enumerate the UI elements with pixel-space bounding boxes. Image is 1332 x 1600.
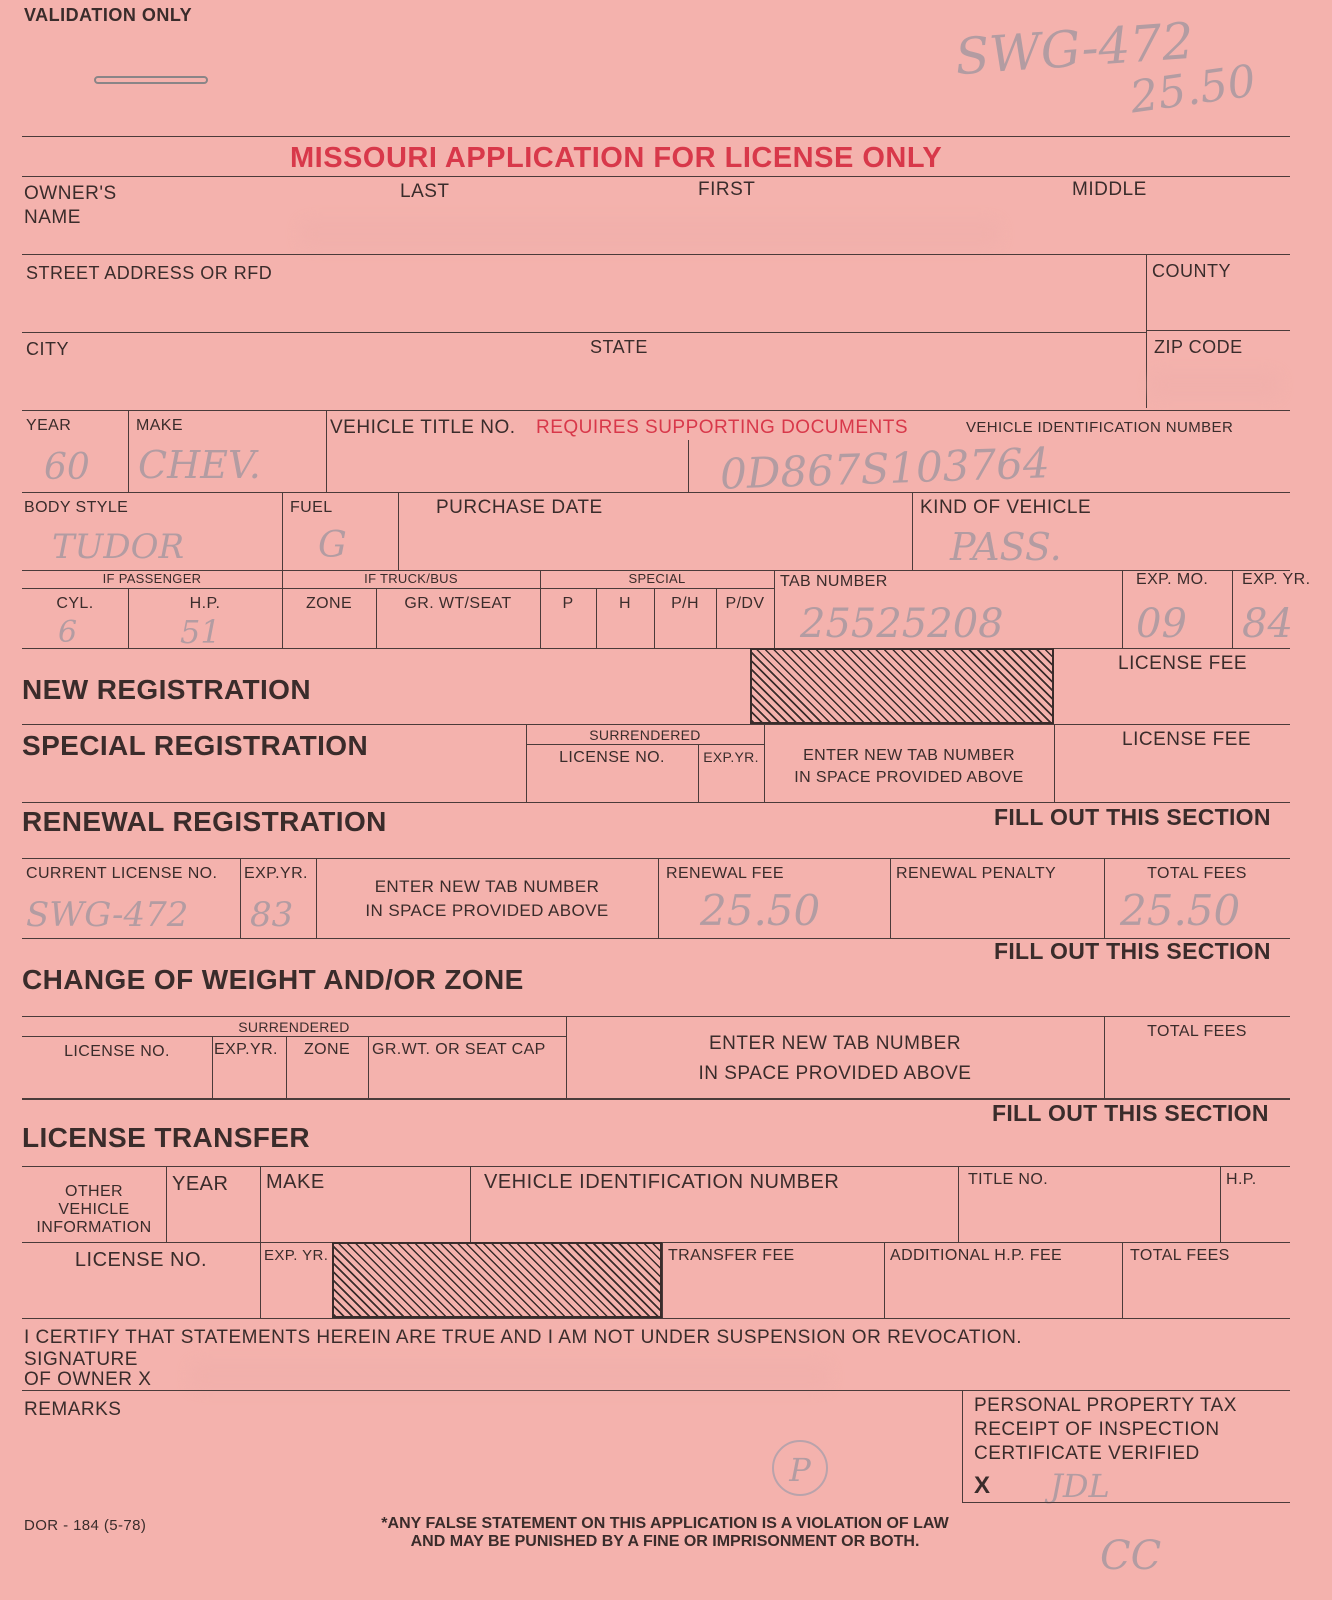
if-passenger-label: IF PASSENGER (102, 571, 202, 586)
personal-property-tax-line2: RECEIPT OF INSPECTION (974, 1419, 1220, 1440)
h-label: H (619, 595, 631, 612)
divider (958, 1166, 959, 1242)
divider (22, 254, 1290, 255)
divider (166, 1166, 167, 1242)
change-fill-out-label: FILL OUT THIS SECTION (994, 938, 1271, 964)
hatched-area (332, 1242, 662, 1318)
change-gr-wt-label: GR.WT. OR SEAT CAP (372, 1041, 546, 1058)
change-enter-tab-line2: IN SPACE PROVIDED ABOVE (698, 1063, 972, 1084)
divider (22, 588, 774, 589)
exp-yr-label: EXP. YR. (1242, 571, 1311, 588)
redaction (1150, 372, 1280, 398)
divider (1232, 570, 1233, 648)
handwritten-tab-number: 25525208 (800, 601, 1004, 647)
divider (1122, 570, 1123, 648)
special-registration-title: SPECIAL REGISTRATION (22, 730, 369, 761)
pdv-label: P/DV (725, 595, 765, 612)
divider (282, 492, 283, 570)
special-label: SPECIAL (628, 571, 686, 586)
renewal-fee-label: RENEWAL FEE (666, 865, 784, 882)
renewal-exp-yr-label: EXP.YR. (244, 865, 308, 882)
signature-label-1: SIGNATURE (24, 1349, 138, 1370)
gr-wt-seat-label: GR. WT/SEAT (404, 595, 512, 612)
handwritten-circled-p: P (772, 1440, 828, 1496)
if-truck-bus-label: IF TRUCK/BUS (364, 571, 458, 586)
handwritten-year: 60 (44, 447, 90, 488)
divider (662, 1242, 663, 1318)
vin-label: VEHICLE IDENTIFICATION NUMBER (966, 419, 1234, 436)
city-label: CITY (26, 339, 70, 359)
street-address-label: STREET ADDRESS OR RFD (26, 263, 273, 283)
make-label: MAKE (136, 417, 183, 434)
handwritten-hp: 51 (180, 613, 221, 651)
change-exp-yr-label: EXP.YR. (214, 1041, 278, 1058)
hp-label: H.P. (189, 595, 221, 612)
divider (470, 1166, 471, 1242)
special-exp-yr-label: EXP.YR. (703, 749, 759, 765)
divider (326, 410, 327, 492)
transfer-exp-yr-label: EXP. YR. (264, 1247, 329, 1264)
hatched-area (750, 648, 1054, 724)
divider (22, 410, 1290, 411)
special-license-no-label: LICENSE NO. (559, 749, 665, 766)
last-name-label: LAST (400, 181, 450, 202)
purchase-date-label: PURCHASE DATE (436, 497, 603, 518)
divider (212, 1036, 213, 1098)
current-license-no-label: CURRENT LICENSE NO. (26, 865, 218, 882)
transfer-fee-label: TRANSFER FEE (668, 1247, 795, 1264)
handwritten-exp-mo: 09 (1136, 601, 1187, 647)
special-surrendered-label: SURRENDERED (589, 727, 701, 743)
special-enter-tab-line1: ENTER NEW TAB NUMBER (803, 747, 1015, 764)
owner-name-label: OWNER'S (24, 183, 117, 204)
divider (22, 1318, 1290, 1319)
handwritten-current-license: SWG-472 (26, 895, 189, 935)
other-vehicle-info-line2: VEHICLE (58, 1201, 130, 1218)
divider (566, 1016, 567, 1098)
renewal-fill-out-label: FILL OUT THIS SECTION (994, 804, 1271, 830)
personal-property-tax-line3: CERTIFICATE VERIFIED (974, 1443, 1200, 1464)
renewal-enter-tab-line1: ENTER NEW TAB NUMBER (374, 877, 600, 896)
divider (1146, 330, 1290, 331)
divider (398, 492, 399, 570)
divider (22, 648, 1290, 649)
divider (22, 724, 1290, 725)
divider (22, 492, 1290, 493)
divider (22, 176, 1290, 177)
form-number: DOR - 184 (5-78) (24, 1517, 147, 1534)
divider (22, 802, 1290, 803)
handwritten-renewal-exp: 83 (250, 895, 294, 935)
renewal-total-fees-label: TOTAL FEES (1147, 865, 1247, 882)
zip-code-label: ZIP CODE (1154, 337, 1243, 357)
year-label: YEAR (26, 417, 72, 434)
first-name-label: FIRST (698, 179, 756, 200)
false-statement-warning-line2: AND MAY BE PUNISHED BY A FINE OR IMPRISONMENT OR BOTH. (410, 1533, 920, 1550)
special-license-fee-label: LICENSE FEE (1122, 729, 1252, 750)
transfer-year-label: YEAR (172, 1173, 229, 1195)
divider (912, 492, 913, 570)
middle-name-label: MIDDLE (1072, 179, 1147, 200)
state-label: STATE (590, 337, 648, 357)
transfer-vin-label: VEHICLE IDENTIFICATION NUMBER (484, 1171, 840, 1193)
verification-x-mark: X (974, 1472, 991, 1499)
change-total-fees-label: TOTAL FEES (1147, 1023, 1247, 1040)
handwritten-amount: 25.50 (1126, 55, 1259, 124)
divider (688, 440, 689, 492)
change-surrendered-label: SURRENDERED (238, 1019, 350, 1035)
certification-statement: I CERTIFY THAT STATEMENTS HEREIN ARE TRUE AND I AM NOT UNDER SUSPENSION OR REVOCATION. (24, 1327, 1023, 1348)
county-label: COUNTY (1152, 261, 1231, 281)
divider (128, 410, 129, 492)
transfer-make-label: MAKE (266, 1171, 325, 1193)
handwritten-cyl: 6 (58, 615, 78, 650)
transfer-hp-label: H.P. (1226, 1171, 1257, 1188)
divider (22, 1036, 566, 1037)
handwritten-vin: 0D867S103764 (719, 438, 1051, 499)
remarks-label: REMARKS (24, 1399, 122, 1420)
handwritten-body-style: TUDOR (52, 527, 185, 567)
divider (316, 858, 317, 938)
handwritten-make: CHEV. (138, 443, 261, 487)
divider (1146, 254, 1147, 408)
renewal-enter-tab-line2: IN SPACE PROVIDED ABOVE (365, 901, 609, 920)
handwritten-fuel: G (318, 525, 347, 566)
body-style-label: BODY STYLE (24, 499, 129, 516)
divider (658, 858, 659, 938)
change-enter-tab-line1: ENTER NEW TAB NUMBER (708, 1033, 962, 1054)
transfer-title-no-label: TITLE NO. (968, 1171, 1049, 1188)
fuel-label: FUEL (290, 499, 333, 516)
change-license-no-label: LICENSE NO. (64, 1043, 170, 1060)
new-registration-title: NEW REGISTRATION (22, 674, 311, 705)
divider (526, 744, 764, 745)
change-zone-label: ZONE (303, 1041, 351, 1058)
handwritten-renewal-fee: 25.50 (700, 886, 821, 935)
divider (22, 1166, 1290, 1167)
exp-mo-label: EXP. MO. (1136, 571, 1209, 588)
transfer-license-no-label: LICENSE NO. (74, 1249, 208, 1271)
divider (240, 858, 241, 938)
special-enter-tab-line2: IN SPACE PROVIDED ABOVE (794, 769, 1024, 786)
handwritten-plate: SWG-472 (953, 11, 1196, 87)
divider (22, 332, 1146, 333)
other-vehicle-info-line3: INFORMATION (36, 1219, 152, 1236)
divider (962, 1502, 1290, 1503)
license-transfer-title: LICENSE TRANSFER (22, 1122, 310, 1153)
handwritten-cc: CC (1100, 1533, 1162, 1579)
handwritten-exp-yr: 84 (1242, 601, 1293, 647)
divider (1054, 724, 1055, 802)
other-vehicle-info-line1: OTHER (65, 1183, 123, 1200)
divider (1122, 1242, 1123, 1318)
renewal-registration-title: RENEWAL REGISTRATION (22, 806, 387, 837)
divider (1220, 1166, 1221, 1242)
tab-number-label: TAB NUMBER (780, 573, 888, 590)
change-weight-zone-title: CHANGE OF WEIGHT AND/OR ZONE (22, 964, 524, 995)
signature-label-2: OF OWNER X (24, 1369, 152, 1390)
handwritten-kind: PASS. (950, 525, 1062, 569)
validation-only-label: VALIDATION ONLY (24, 5, 193, 25)
divider (962, 1390, 963, 1502)
handwritten-total-fees: 25.50 (1120, 886, 1241, 935)
divider (22, 1016, 1290, 1017)
divider (22, 858, 1290, 859)
handwritten-initials: JDL (1050, 1467, 1110, 1505)
cyl-label: CYL. (56, 595, 94, 612)
owner-name-label-2: NAME (24, 207, 81, 228)
transfer-fill-out-label: FILL OUT THIS SECTION (992, 1100, 1269, 1126)
ph-label: P/H (671, 595, 699, 612)
p-label: P (562, 595, 574, 612)
kind-of-vehicle-label: KIND OF VEHICLE (920, 497, 1092, 518)
zone-label: ZONE (305, 595, 353, 612)
vehicle-title-no-label: VEHICLE TITLE NO. (330, 417, 516, 438)
staple (94, 76, 208, 84)
requires-supporting-documents: REQUIRES SUPPORTING DOCUMENTS (536, 417, 909, 438)
divider (890, 858, 891, 938)
divider (884, 1242, 885, 1318)
redaction (190, 1362, 830, 1390)
signature-line (22, 1390, 1290, 1391)
new-reg-license-fee-label: LICENSE FEE (1118, 653, 1248, 674)
additional-hp-fee-label: ADDITIONAL H.P. FEE (890, 1247, 1063, 1264)
personal-property-tax-line1: PERSONAL PROPERTY TAX (974, 1395, 1237, 1416)
renewal-penalty-label: RENEWAL PENALTY (896, 865, 1057, 882)
divider (368, 1036, 369, 1098)
form-title: MISSOURI APPLICATION FOR LICENSE ONLY (290, 142, 943, 174)
divider (22, 136, 1290, 137)
false-statement-warning-line1: *ANY FALSE STATEMENT ON THIS APPLICATION IS A VIOLATION OF LAW (381, 1515, 949, 1532)
transfer-total-fees-label: TOTAL FEES (1130, 1247, 1230, 1264)
redaction (300, 220, 1000, 248)
divider (774, 570, 775, 648)
